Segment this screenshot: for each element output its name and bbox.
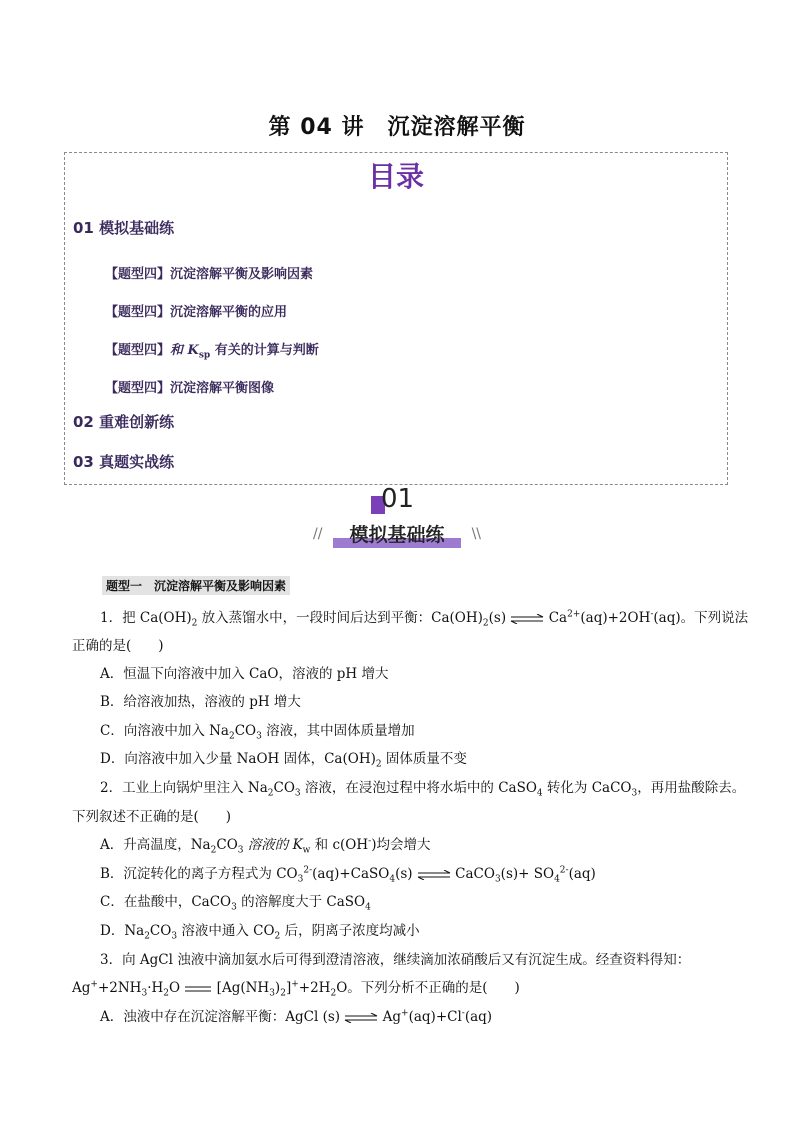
section-label: 模拟基础练 <box>349 524 445 546</box>
toc-subitem-text: 和 K <box>170 343 199 358</box>
toc-subitem-tag: 【题型四】 <box>105 381 171 396</box>
toc-heading: 目录 <box>367 160 424 193</box>
reaction-arrow-icon <box>184 984 212 994</box>
toc-subitem-tag: 【题型四】 <box>105 267 171 282</box>
section-number-badge <box>371 484 423 514</box>
toc-subitem-text: 沉淀溶解平衡图像 <box>170 381 275 396</box>
toc-subitem-tag: 【题型四】 <box>105 343 171 358</box>
q2-option-b[interactable]: B．沉淀转化的离子方程式为 $CO_3^{2-}(aq)+CaSO_4(s)$ CaCO$_3$(s)+ $SO_4^{2-}(aq)$ <box>100 865 596 885</box>
toc-subitem-text: 沉淀溶解平衡的应用 <box>170 305 288 320</box>
q1-stem: 1．把 $Ca(OH)_2$ 放入蒸馏水中，一段时间后达到平衡：$Ca(OH)_2(s)$ $Ca^{2+}(aq)+2OH^-(aq)$。下列说法 <box>100 609 749 629</box>
equilibrium-arrow-icon <box>344 1013 378 1023</box>
equilibrium-arrow-icon <box>417 870 451 880</box>
toc-subitem-2[interactable] <box>105 301 287 320</box>
equilibrium-arrow-icon <box>510 614 544 624</box>
q1-option-d[interactable]: D．向溶液中加入少量 NaOH 固体，$Ca(OH)_2$ 固体质量不变 <box>100 751 467 770</box>
section-banner <box>311 518 483 550</box>
table-of-contents <box>64 152 728 485</box>
q2-option-c[interactable]: C．在盐酸中，CaCO$_3$ 的溶解度大于 CaSO$_4$ <box>100 894 371 913</box>
q1-stem-cont: 正确的是( ) <box>72 638 164 654</box>
q3-stem: 3．向 AgCl 浊液中滴加氨水后可得到澄清溶液，继续滴加浓硝酸后又有沉淀生成。经查资料得知： <box>100 952 691 968</box>
toc-subitem-4[interactable] <box>105 377 274 396</box>
q3-stem-cont: $Ag^++2NH_3\cdot H_2O$ $[Ag(NH_3)_2]^++2H_2O$。下列分析不正确的是( ) <box>72 979 520 999</box>
page-title: 第 04 讲 沉淀溶解平衡 <box>268 115 526 140</box>
toc-subitem-1[interactable] <box>105 263 313 282</box>
toc-subitem-text-2: 有关的计算与判断 <box>210 343 319 358</box>
right-deco-icon: \\ <box>471 526 481 542</box>
q1-option-b[interactable]: B．给溶液加热，溶液的 pH 增大 <box>100 694 301 710</box>
toc-section-2[interactable]: 02 重难创新练 <box>73 413 175 431</box>
q2-stem-cont: 下列叙述不正确的是( ) <box>72 809 232 825</box>
toc-section-1[interactable]: 01 模拟基础练 <box>73 219 175 237</box>
q3-option-a[interactable]: A．浊液中存在沉淀溶解平衡：AgCl (s) Ag+(aq)+Cl-(aq) <box>100 1008 493 1025</box>
toc-subitem-text: 沉淀溶解平衡及影响因素 <box>170 267 314 282</box>
q2-option-d[interactable]: D．$Na_2CO_3$ 溶液中通入 $CO_2$ 后，阴离子浓度均减小 <box>100 923 420 942</box>
section-number: 01 <box>381 484 415 514</box>
toc-section-3[interactable]: 03 真题实战练 <box>73 453 175 471</box>
q1-option-a[interactable]: A．恒温下向溶液中加入 CaO，溶液的 pH 增大 <box>100 666 389 682</box>
q1-option-c[interactable]: C．向溶液中加入 $Na_2CO_3$ 溶液，其中固体质量增加 <box>100 723 415 742</box>
q2-stem: 2．工业上向锅炉里注入 $Na_2CO_3$ 溶液，在浸泡过程中将水垢中的 CaSO$_4$ 转化为 CaCO$_3$，再用盐酸除去。 <box>100 780 746 799</box>
toc-subitem-3[interactable] <box>105 339 319 361</box>
toc-subitem-subscript: sp <box>198 350 211 361</box>
left-deco-icon: // <box>313 526 323 542</box>
toc-subitem-tag: 【题型四】 <box>105 305 171 320</box>
q2-option-a[interactable]: A．升高温度，$Na_2CO_3$ 溶液的 $K_w$ 和 c(OH-)均会增大 <box>100 836 431 856</box>
type-heading: 题型一 沉淀溶解平衡及影响因素 <box>102 576 290 595</box>
